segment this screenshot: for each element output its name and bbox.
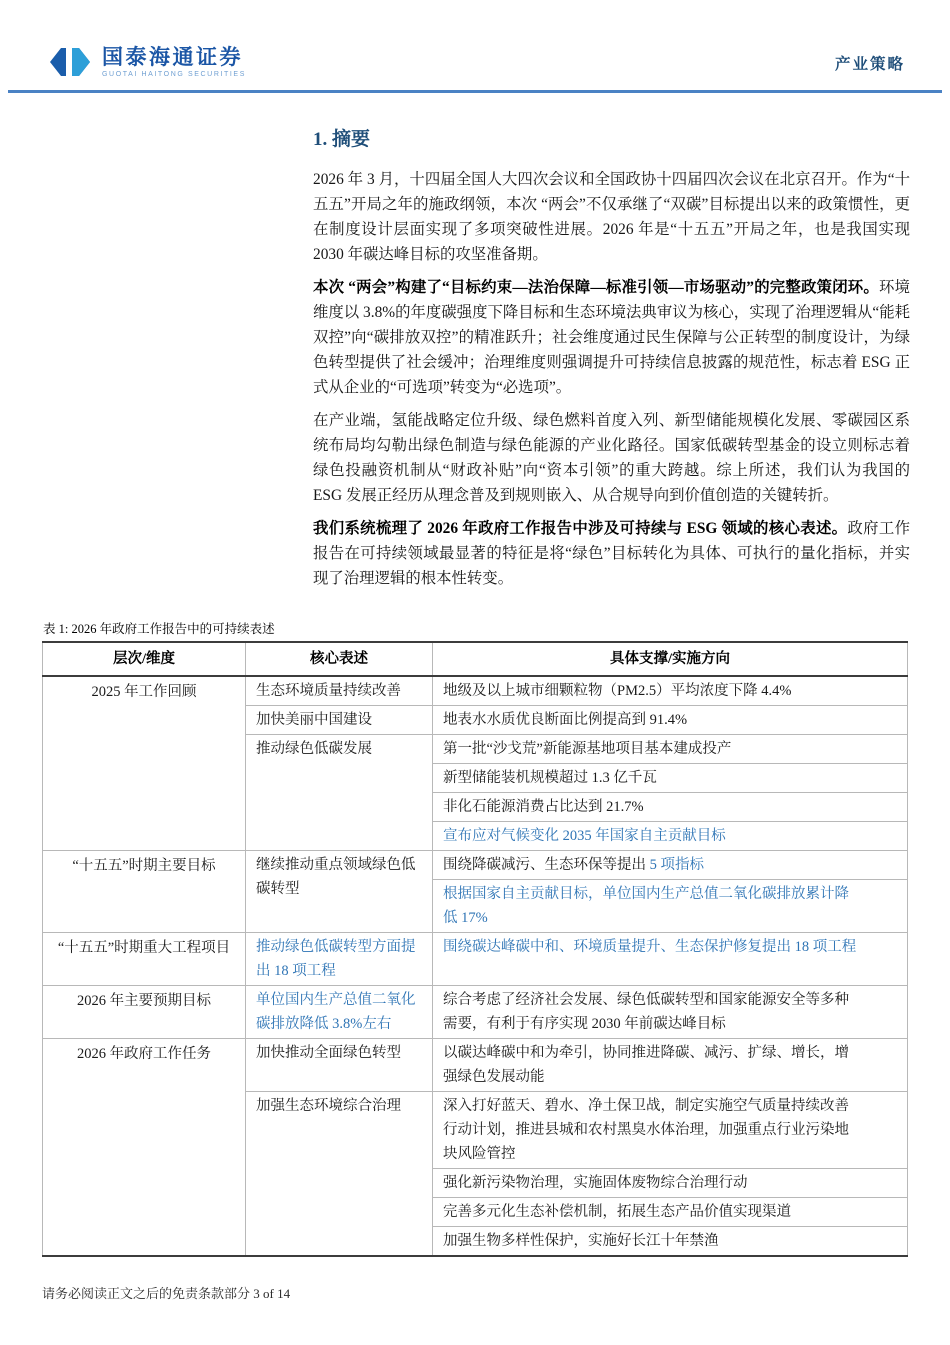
table-cell: 新型储能装机规模超过 1.3 亿千瓦 bbox=[433, 764, 908, 793]
company-logo bbox=[48, 44, 246, 80]
table-cell: 地表水水质优良断面比例提高到 91.4% bbox=[433, 706, 908, 735]
table-cell: 完善多元化生态补偿机制，拓展生态产品价值实现渠道 bbox=[433, 1198, 908, 1227]
header-cell-statement: 核心表述 bbox=[246, 642, 433, 676]
table-cell: 根据国家自主贡献目标，单位国内生产总值二氧化碳排放累计降低 17% bbox=[433, 880, 908, 933]
table-cell: 以碳达峰碳中和为牵引，协同推进降碳、减污、扩绿、增长，增强绿色发展动能 bbox=[433, 1039, 908, 1092]
logo-english-name: GUOTAI HAITONG SECURITIES bbox=[102, 71, 246, 79]
paragraph-1: 2026 年 3 月，十四届全国人大四次会议和全国政协十四届四次会议在北京召开。作为“十五五”开局之年的施政纲领，本次 “两会”不仅承继了“双碳”目标提出以来的政策惯性，更在制度设计层面实现了多项突破性进展。2026 年是“十五五”开局之年，也是我国实现 2030 年碳达峰目标的攻坚准备期。 bbox=[313, 171, 910, 263]
table-row bbox=[43, 933, 908, 986]
logo-text bbox=[102, 46, 246, 78]
table-cell: 地级及以上城市细颗粒物（PM2.5）平均浓度下降 4.4% bbox=[433, 676, 908, 706]
table-cell: 继续推动重点领域绿色低碳转型 bbox=[246, 851, 433, 933]
report-category: 产业策略 bbox=[834, 56, 905, 73]
logo-eye-icon bbox=[48, 44, 92, 80]
table-cell: 加强生态环境综合治理 bbox=[246, 1092, 433, 1257]
header-cell-support: 具体支撑/实施方向 bbox=[433, 642, 908, 676]
table-cell: 第一批“沙戈荒”新能源基地项目基本建成投产 bbox=[433, 735, 908, 764]
footer-disclaimer: 请务必阅读正文之后的免责条款部分 3 of 14 bbox=[42, 1286, 291, 1301]
table-cell: 2026 年主要预期目标 bbox=[43, 986, 246, 1039]
paragraph-4: 我们系统梳理了 2026 年政府工作报告中涉及可持续与 ESG 领域的核心表述。政府工作报告在可持续领域最显著的特征是将“绿色”目标转化为具体、可执行的量化指标，并实现了治理逻辑的根本性转变。 bbox=[313, 520, 910, 587]
table-cell: 2025 年工作回顾 bbox=[43, 676, 246, 851]
table-cell: 单位国内生产总值二氧化碳排放降低 3.8%左右 bbox=[246, 986, 433, 1039]
table-cell: 加快推动全面绿色转型 bbox=[246, 1039, 433, 1092]
table-cell: 围绕降碳减污、生态环保等提出 5 项指标 bbox=[433, 851, 908, 880]
table-cell: 推动绿色低碳转型方面提出 18 项工程 bbox=[246, 933, 433, 986]
table-block bbox=[42, 619, 908, 1257]
table-cell: 强化新污染物治理，实施固体废物综合治理行动 bbox=[433, 1169, 908, 1198]
table-cell: 加强生物多样性保护，实施好长江十年禁渔 bbox=[433, 1227, 908, 1257]
table-cell: 围绕碳达峰碳中和、环境质量提升、生态保护修复提出 18 项工程 bbox=[433, 933, 908, 986]
table-cell: 综合考虑了经济社会发展、绿色低碳转型和国家能源安全等多种需要，有利于有序实现 2030 年前碳达峰目标 bbox=[433, 986, 908, 1039]
table-row bbox=[43, 986, 908, 1039]
header-cell-level: 层次/维度 bbox=[43, 642, 246, 676]
header-divider bbox=[8, 90, 942, 93]
table-cell: 宣布应对气候变化 2035 年国家自主贡献目标 bbox=[433, 822, 908, 851]
table-cell: 深入打好蓝天、碧水、净土保卫战，制定实施空气质量持续改善行动计划，推进县城和农村黑臭水体治理，加强重点行业污染地块风险管控 bbox=[433, 1092, 908, 1169]
logo-chinese-name: 国泰海通证券 bbox=[102, 45, 243, 69]
sustainability-table bbox=[42, 641, 908, 1257]
table-header-row bbox=[43, 642, 908, 676]
table-cell: 非化石能源消费占比达到 21.7% bbox=[433, 793, 908, 822]
table-cell: 2026 年政府工作任务 bbox=[43, 1039, 246, 1257]
table-cell: 推动绿色低碳发展 bbox=[246, 735, 433, 851]
table-row bbox=[43, 676, 908, 706]
paragraph-2: 本次 “两会”构建了“目标约束—法治保障—标准引领—市场驱动”的完整政策闭环。环境维度以 3.8%的年度碳强度下降目标和生态环境法典审议为核心，实现了治理逻辑从“能耗双控”向“碳排放双控”的精准跃升；社会维度通过民生保障与公正转型的制度设计，为绿色转型提供了社会缓冲；治理维度则强调提升可持续信息披露的规范性，标志着 ESG 正式从企业的“可选项”转变为“必选项”。 bbox=[313, 279, 910, 396]
table-row bbox=[43, 1039, 908, 1092]
table-caption: 表 1: 2026 年政府工作报告中的可持续表述 bbox=[43, 622, 275, 636]
table-cell: 生态环境质量持续改善 bbox=[246, 676, 433, 706]
summary-section bbox=[313, 124, 910, 599]
table-cell: 加快美丽中国建设 bbox=[246, 706, 433, 735]
table-row bbox=[43, 851, 908, 880]
table-cell: “十五五”时期重大工程项目 bbox=[43, 933, 246, 986]
paragraph-3: 在产业端，氢能战略定位升级、绿色燃料首度入列、新型储能规模化发展、零碳园区系统布局均勾勒出绿色制造与绿色能源的产业化路径。国家低碳转型基金的设立则标志着绿色投融资机制从“财政补贴”向“资本引领”的重大跨越。综上所述，我们认为我国的 ESG 发展正经历从理念普及到规则嵌入、从合规导向到价值创造的关键转折。 bbox=[313, 412, 910, 504]
section-title: 1. 摘要 bbox=[313, 129, 371, 150]
table-cell: “十五五”时期主要目标 bbox=[43, 851, 246, 933]
